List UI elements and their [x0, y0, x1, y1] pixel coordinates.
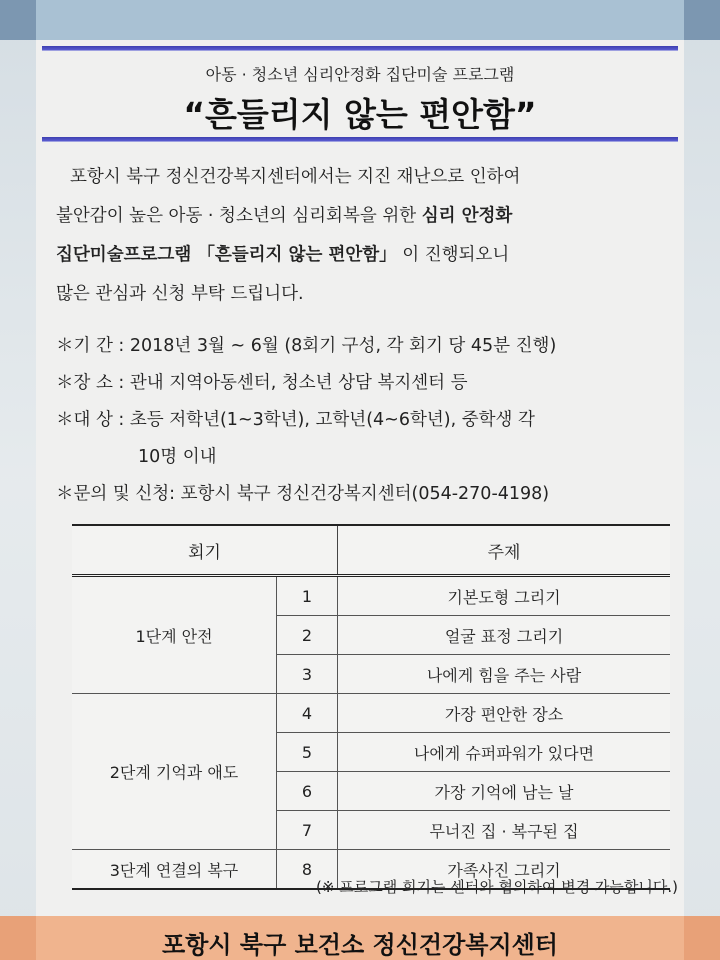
table-row: [72, 576, 670, 616]
left-border: [0, 40, 36, 916]
organization-name: 포항시 북구 보건소 정신건강복지센터: [161, 930, 558, 959]
session-number: 5: [277, 733, 338, 772]
session-number: 1: [277, 576, 338, 616]
stage-cell: 1단계 안전: [72, 576, 277, 694]
table-header-row: [72, 525, 670, 576]
session-number: 3: [277, 655, 338, 694]
intro-highlight-1: 심리 안정화: [421, 206, 513, 226]
session-number: 8: [277, 850, 338, 890]
table-row: [72, 694, 670, 733]
session-number: 7: [277, 811, 338, 850]
top-divider: [42, 46, 678, 51]
title-divider: [42, 137, 678, 142]
intro-line-2-text: 불안감이 높은 아동 · 청소년의 심리회복을 위한: [56, 206, 422, 226]
session-number: 4: [277, 694, 338, 733]
info-target-continued: 10명 이내: [138, 447, 217, 467]
session-topic: 얼굴 표정 그리기: [338, 616, 671, 655]
intro-line-2: [56, 197, 676, 236]
right-border: [684, 40, 720, 916]
stage-cell: 3단계 연결의 복구: [72, 850, 277, 890]
intro-line-1: 포항시 북구 정신건강복지센터에서는 지진 재난으로 인하여: [70, 167, 521, 187]
header-topic: 주제: [338, 525, 671, 576]
session-topic: 나에게 슈퍼파워가 있다면: [338, 733, 671, 772]
intro-line-3-text: 이 진행되오니: [396, 245, 510, 265]
program-subtitle: 아동 · 청소년 심리안정화 집단미술 프로그램: [205, 65, 515, 84]
intro-paragraph: [56, 158, 676, 314]
info-target: ＊대 상 : 초등 저학년(1~3학년), 고학년(4~6학년), 중학생 각: [56, 410, 535, 430]
session-number: 2: [277, 616, 338, 655]
top-banner: [0, 0, 720, 40]
session-topic: 기본도형 그리기: [338, 576, 671, 616]
intro-line-4: 많은 관심과 신청 부탁 드립니다.: [56, 284, 304, 304]
session-topic: 나에게 힘을 주는 사람: [338, 655, 671, 694]
session-topic: 무너진 집 · 복구된 집: [338, 811, 671, 850]
session-number: 6: [277, 772, 338, 811]
program-info: [56, 328, 676, 513]
stage-cell: 2단계 기억과 애도: [72, 694, 277, 850]
intro-highlight-2: 집단미술프로그램 「흔들리지 않는 편안함」: [56, 245, 397, 265]
header-session: 회기: [72, 525, 338, 576]
info-contact: ＊문의 및 신청: 포항시 북구 정신건강복지센터(054-270-4198): [56, 484, 550, 504]
schedule-note: (※ 프로그램 회기는 센터와 협의하여 변경 가능합니다.): [316, 878, 678, 896]
session-topic: 가장 편안한 장소: [338, 694, 671, 733]
program-title: “흔들리지 않는 편안함”: [183, 95, 537, 134]
session-topic: 가장 기억에 남는 날: [338, 772, 671, 811]
info-period: ＊기 간 : 2018년 3월 ~ 6월 (8회기 구성, 각 회기 당 45분 진행): [56, 336, 557, 356]
info-place: ＊장 소 : 관내 지역아동센터, 청소년 상담 복지센터 등: [56, 373, 468, 393]
session-table: [72, 524, 670, 890]
intro-line-3: [56, 236, 676, 275]
session-topic: 가족사진 그리기: [338, 850, 671, 890]
